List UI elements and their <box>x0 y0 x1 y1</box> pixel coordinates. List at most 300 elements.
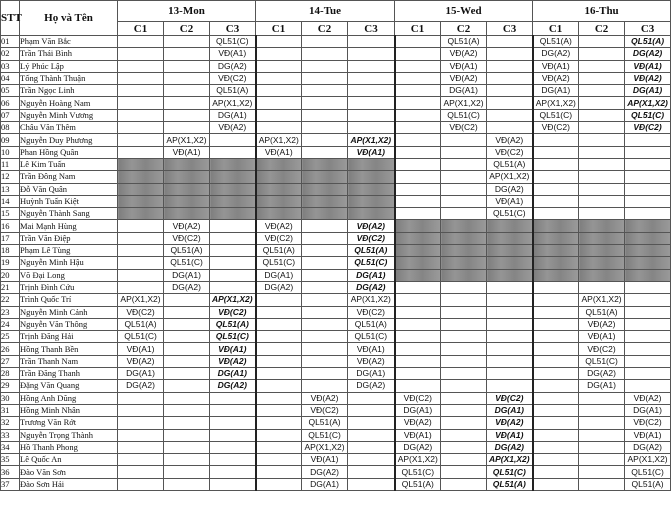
shaded-cell <box>625 245 671 257</box>
schedule-cell <box>441 355 487 367</box>
table-row <box>1 306 671 318</box>
schedule-cell: AP(X1,X2) <box>302 441 348 453</box>
schedule-cell <box>487 122 533 134</box>
schedule-cell <box>487 72 533 84</box>
schedule-cell <box>579 48 625 60</box>
schedule-cell <box>348 404 395 416</box>
schedule-cell <box>533 392 579 404</box>
schedule-cell <box>118 60 164 72</box>
schedule-cell <box>348 72 395 84</box>
schedule-cell <box>395 331 441 343</box>
schedule-cell <box>302 72 348 84</box>
schedule-cell <box>118 478 164 490</box>
schedule-cell: QL51(A) <box>487 478 533 490</box>
shaded-cell <box>441 257 487 269</box>
schedule-cell: VĐ(C2) <box>118 306 164 318</box>
table-row <box>1 97 671 109</box>
shaded-cell <box>579 245 625 257</box>
schedule-cell <box>441 281 487 293</box>
shaded-cell <box>579 220 625 232</box>
schedule-cell <box>533 158 579 170</box>
schedule-cell <box>256 60 302 72</box>
schedule-cell <box>302 368 348 380</box>
schedule-cell: AP(X1,X2) <box>487 171 533 183</box>
schedule-cell: VĐ(A2) <box>395 417 441 429</box>
schedule-cell <box>579 392 625 404</box>
schedule-cell: VĐ(A1) <box>348 146 395 158</box>
schedule-cell: QL51(C) <box>164 257 210 269</box>
schedule-cell: QL51(C) <box>533 109 579 121</box>
schedule-cell: AP(X1,X2) <box>256 134 302 146</box>
schedule-cell <box>533 134 579 146</box>
shaded-cell <box>533 257 579 269</box>
schedule-cell: VĐ(A1) <box>256 146 302 158</box>
schedule-cell: VĐ(A2) <box>348 220 395 232</box>
schedule-cell <box>164 318 210 330</box>
schedule-cell: QL51(C) <box>579 355 625 367</box>
schedule-cell <box>579 454 625 466</box>
schedule-cell: AP(X1,X2) <box>579 294 625 306</box>
schedule-cell <box>395 318 441 330</box>
student-name: Nguyễn Thành Sang <box>20 208 118 220</box>
schedule-cell <box>533 171 579 183</box>
schedule-cell <box>395 183 441 195</box>
schedule-cell <box>395 146 441 158</box>
shaded-cell <box>395 257 441 269</box>
schedule-cell: QL51(C) <box>441 109 487 121</box>
schedule-cell <box>579 429 625 441</box>
schedule-cell: VĐ(A2) <box>625 392 671 404</box>
schedule-cell: VĐ(A2) <box>118 355 164 367</box>
shaded-cell <box>164 171 210 183</box>
schedule-cell <box>118 441 164 453</box>
schedule-cell <box>256 368 302 380</box>
schedule-cell <box>302 306 348 318</box>
schedule-cell <box>348 122 395 134</box>
schedule-cell <box>210 417 256 429</box>
schedule-cell <box>579 97 625 109</box>
schedule-cell <box>164 109 210 121</box>
schedule-cell <box>302 60 348 72</box>
student-name: Trần Thanh Nam <box>20 355 118 367</box>
schedule-cell <box>302 122 348 134</box>
schedule-cell: VĐ(A2) <box>164 220 210 232</box>
student-name: Phan Hồng Quân <box>20 146 118 158</box>
schedule-cell: VĐ(A2) <box>441 72 487 84</box>
schedule-cell <box>395 195 441 207</box>
schedule-cell <box>164 122 210 134</box>
schedule-cell: DG(A2) <box>533 48 579 60</box>
schedule-cell <box>164 441 210 453</box>
schedule-cell <box>118 85 164 97</box>
schedule-cell <box>441 429 487 441</box>
schedule-cell: VĐ(A1) <box>487 195 533 207</box>
schedule-cell: QL51(A) <box>164 245 210 257</box>
schedule-cell <box>441 306 487 318</box>
shaded-cell <box>533 220 579 232</box>
row-number: 19 <box>1 257 20 269</box>
header-day: 13-Mon <box>118 1 256 22</box>
table-row <box>1 134 671 146</box>
schedule-cell <box>210 392 256 404</box>
schedule-cell <box>395 368 441 380</box>
schedule-cell <box>210 466 256 478</box>
schedule-cell <box>118 72 164 84</box>
shaded-cell <box>579 232 625 244</box>
schedule-cell <box>441 183 487 195</box>
schedule-cell <box>441 146 487 158</box>
schedule-cell: QL51(A) <box>348 318 395 330</box>
shaded-cell <box>348 171 395 183</box>
schedule-cell <box>118 454 164 466</box>
student-name: Châu Văn Thêm <box>20 122 118 134</box>
schedule-cell: AP(X1,X2) <box>164 134 210 146</box>
schedule-cell <box>210 146 256 158</box>
schedule-body <box>1 36 671 491</box>
row-number: 32 <box>1 417 20 429</box>
schedule-cell <box>210 269 256 281</box>
schedule-cell: DG(A2) <box>395 441 441 453</box>
student-name: Võ Đại Long <box>20 269 118 281</box>
schedule-cell <box>164 48 210 60</box>
schedule-cell: DG(A1) <box>118 368 164 380</box>
schedule-cell <box>348 97 395 109</box>
schedule-cell <box>302 318 348 330</box>
student-name: Trần Đăng Thanh <box>20 368 118 380</box>
schedule-cell: VĐ(C2) <box>533 122 579 134</box>
schedule-cell <box>579 441 625 453</box>
schedule-cell: VĐ(C2) <box>487 146 533 158</box>
schedule-cell: QL51(A) <box>533 36 579 48</box>
schedule-cell <box>487 281 533 293</box>
schedule-cell: VĐ(A2) <box>256 220 302 232</box>
shaded-cell <box>395 245 441 257</box>
table-row <box>1 195 671 207</box>
schedule-cell <box>164 97 210 109</box>
schedule-cell <box>256 48 302 60</box>
schedule-cell <box>441 318 487 330</box>
schedule-cell <box>164 368 210 380</box>
schedule-cell <box>441 208 487 220</box>
student-name: Lý Phúc Lập <box>20 60 118 72</box>
schedule-cell <box>579 109 625 121</box>
row-number: 21 <box>1 281 20 293</box>
schedule-cell: DG(A1) <box>302 478 348 490</box>
header-session: C3 <box>625 22 671 36</box>
schedule-cell: DG(A2) <box>256 281 302 293</box>
shaded-cell <box>533 232 579 244</box>
student-name: Trần Ngọc Linh <box>20 85 118 97</box>
schedule-cell <box>256 331 302 343</box>
table-row <box>1 392 671 404</box>
schedule-cell <box>533 454 579 466</box>
schedule-cell: VĐ(A1) <box>625 60 671 72</box>
student-name: Lê Kim Tuấn <box>20 158 118 170</box>
schedule-cell: VĐ(A2) <box>210 122 256 134</box>
table-row <box>1 331 671 343</box>
row-number: 09 <box>1 134 20 146</box>
schedule-cell <box>625 331 671 343</box>
table-row <box>1 220 671 232</box>
schedule-cell <box>395 36 441 48</box>
schedule-cell <box>118 36 164 48</box>
shaded-cell <box>164 208 210 220</box>
schedule-cell <box>302 294 348 306</box>
schedule-cell <box>118 146 164 158</box>
schedule-cell <box>533 208 579 220</box>
row-number: 34 <box>1 441 20 453</box>
schedule-cell <box>302 146 348 158</box>
schedule-cell <box>256 343 302 355</box>
schedule-cell <box>118 48 164 60</box>
schedule-cell: QL51(C) <box>302 429 348 441</box>
header-day: 15-Wed <box>395 1 533 22</box>
schedule-cell <box>533 146 579 158</box>
shaded-cell <box>348 195 395 207</box>
shaded-cell <box>164 195 210 207</box>
shaded-cell <box>210 183 256 195</box>
table-row <box>1 454 671 466</box>
schedule-cell: QL51(A) <box>348 245 395 257</box>
schedule-cell: DG(A1) <box>210 109 256 121</box>
schedule-cell: QL51(A) <box>579 306 625 318</box>
schedule-cell: VĐ(C2) <box>441 122 487 134</box>
schedule-cell: VĐ(A1) <box>395 429 441 441</box>
schedule-cell: AP(X1,X2) <box>118 294 164 306</box>
shaded-cell <box>302 158 348 170</box>
header-session: C3 <box>487 22 533 36</box>
schedule-cell: QL51(C) <box>625 466 671 478</box>
schedule-cell <box>441 294 487 306</box>
schedule-cell <box>395 281 441 293</box>
schedule-cell: DG(A1) <box>256 269 302 281</box>
schedule-cell <box>348 441 395 453</box>
shaded-cell <box>348 183 395 195</box>
table-row <box>1 281 671 293</box>
schedule-cell <box>625 368 671 380</box>
schedule-cell <box>487 343 533 355</box>
row-number: 01 <box>1 36 20 48</box>
schedule-cell <box>348 417 395 429</box>
schedule-cell <box>256 392 302 404</box>
schedule-cell: VĐ(C2) <box>487 392 533 404</box>
schedule-cell: VĐ(C2) <box>625 417 671 429</box>
schedule-cell <box>118 417 164 429</box>
row-number: 26 <box>1 343 20 355</box>
schedule-cell <box>533 368 579 380</box>
schedule-cell <box>256 306 302 318</box>
schedule-cell <box>164 404 210 416</box>
table-row <box>1 232 671 244</box>
schedule-cell: VĐ(A1) <box>164 146 210 158</box>
row-number: 22 <box>1 294 20 306</box>
schedule-cell <box>348 85 395 97</box>
row-number: 33 <box>1 429 20 441</box>
shaded-cell <box>487 257 533 269</box>
schedule-cell <box>441 466 487 478</box>
table-row <box>1 441 671 453</box>
schedule-cell <box>164 454 210 466</box>
student-name: Trình Quốc Trí <box>20 294 118 306</box>
schedule-cell: DG(A2) <box>487 183 533 195</box>
schedule-cell <box>348 48 395 60</box>
schedule-cell <box>302 85 348 97</box>
schedule-cell: VĐ(A1) <box>348 343 395 355</box>
schedule-cell <box>441 380 487 392</box>
student-name: Phạm Lê Tùng <box>20 245 118 257</box>
schedule-cell: QL51(A) <box>441 36 487 48</box>
shaded-cell <box>302 195 348 207</box>
student-name: Đỗ Văn Quân <box>20 183 118 195</box>
shaded-cell <box>302 208 348 220</box>
schedule-cell <box>395 355 441 367</box>
schedule-cell: VĐ(C2) <box>210 72 256 84</box>
schedule-cell: DG(A1) <box>395 404 441 416</box>
schedule-cell: VĐ(A1) <box>118 343 164 355</box>
table-row <box>1 380 671 392</box>
schedule-cell <box>533 466 579 478</box>
schedule-cell: DG(A2) <box>579 368 625 380</box>
schedule-cell <box>164 331 210 343</box>
schedule-cell <box>441 158 487 170</box>
row-number: 17 <box>1 232 20 244</box>
schedule-cell <box>441 404 487 416</box>
schedule-cell: VĐ(A2) <box>302 392 348 404</box>
schedule-cell <box>256 466 302 478</box>
schedule-cell <box>487 36 533 48</box>
shaded-cell <box>625 269 671 281</box>
student-name: Trần Đông Nam <box>20 171 118 183</box>
schedule-cell: AP(X1,X2) <box>441 97 487 109</box>
schedule-cell: VĐ(A2) <box>487 417 533 429</box>
row-number: 29 <box>1 380 20 392</box>
schedule-cell: DG(A1) <box>579 380 625 392</box>
schedule-cell <box>348 109 395 121</box>
schedule-cell <box>625 208 671 220</box>
schedule-cell <box>533 331 579 343</box>
header-session: C3 <box>210 22 256 36</box>
schedule-cell: AP(X1,X2) <box>395 454 441 466</box>
student-name: Nguyễn Minh Hậu <box>20 257 118 269</box>
schedule-cell: QL51(C) <box>487 208 533 220</box>
schedule-cell: VĐ(A2) <box>579 318 625 330</box>
schedule-cell <box>395 134 441 146</box>
schedule-cell <box>441 441 487 453</box>
schedule-cell: QL51(A) <box>487 158 533 170</box>
schedule-cell <box>164 72 210 84</box>
schedule-cell <box>395 294 441 306</box>
schedule-cell <box>256 417 302 429</box>
schedule-cell: VĐ(A2) <box>441 48 487 60</box>
table-row <box>1 404 671 416</box>
shaded-cell <box>210 171 256 183</box>
schedule-cell <box>302 355 348 367</box>
schedule-cell <box>210 257 256 269</box>
schedule-cell <box>487 109 533 121</box>
schedule-cell: DG(A2) <box>118 380 164 392</box>
schedule-cell: QL51(A) <box>210 318 256 330</box>
schedule-cell <box>348 454 395 466</box>
student-name: Lê Quốc An <box>20 454 118 466</box>
schedule-cell <box>256 294 302 306</box>
schedule-cell <box>210 134 256 146</box>
row-number: 14 <box>1 195 20 207</box>
schedule-cell <box>441 368 487 380</box>
schedule-cell <box>348 478 395 490</box>
header-name: Họ và Tên <box>20 1 118 36</box>
header-session: C1 <box>118 22 164 36</box>
schedule-cell <box>164 466 210 478</box>
table-row <box>1 343 671 355</box>
shaded-cell <box>487 220 533 232</box>
table-row <box>1 146 671 158</box>
shaded-cell <box>210 195 256 207</box>
shaded-cell <box>625 220 671 232</box>
schedule-cell <box>487 331 533 343</box>
schedule-cell: DG(A1) <box>625 85 671 97</box>
schedule-cell <box>579 60 625 72</box>
schedule-cell <box>210 245 256 257</box>
schedule-cell <box>395 97 441 109</box>
schedule-cell <box>533 281 579 293</box>
schedule-cell <box>579 208 625 220</box>
schedule-cell <box>118 109 164 121</box>
table-row <box>1 109 671 121</box>
schedule-cell <box>164 85 210 97</box>
schedule-cell <box>395 85 441 97</box>
schedule-cell: VĐ(A2) <box>210 355 256 367</box>
schedule-cell: AP(X1,X2) <box>625 97 671 109</box>
schedule-cell: DG(A2) <box>302 466 348 478</box>
shaded-cell <box>348 208 395 220</box>
schedule-cell <box>210 478 256 490</box>
shaded-cell <box>302 183 348 195</box>
schedule-cell <box>395 72 441 84</box>
row-number: 11 <box>1 158 20 170</box>
schedule-cell <box>210 220 256 232</box>
schedule-cell: VĐ(A1) <box>579 331 625 343</box>
row-number: 27 <box>1 355 20 367</box>
header-day: 14-Tue <box>256 1 395 22</box>
schedule-cell <box>487 294 533 306</box>
schedule-cell <box>579 171 625 183</box>
shaded-cell <box>487 269 533 281</box>
row-number: 15 <box>1 208 20 220</box>
schedule-cell <box>395 48 441 60</box>
header-session: C2 <box>302 22 348 36</box>
schedule-cell: AP(X1,X2) <box>533 97 579 109</box>
schedule-cell <box>579 85 625 97</box>
shaded-cell <box>256 171 302 183</box>
header-session: C3 <box>348 22 395 36</box>
schedule-cell <box>441 454 487 466</box>
schedule-cell <box>487 48 533 60</box>
shaded-cell <box>441 269 487 281</box>
schedule-cell <box>118 122 164 134</box>
shaded-cell <box>164 183 210 195</box>
schedule-cell <box>164 343 210 355</box>
schedule-cell <box>302 380 348 392</box>
schedule-cell: VĐ(C2) <box>579 343 625 355</box>
header-session: C1 <box>533 22 579 36</box>
schedule-cell: VĐ(C2) <box>395 392 441 404</box>
schedule-cell <box>487 306 533 318</box>
schedule-cell <box>256 109 302 121</box>
schedule-cell <box>256 429 302 441</box>
schedule-cell <box>487 355 533 367</box>
row-number: 07 <box>1 109 20 121</box>
schedule-cell <box>164 392 210 404</box>
